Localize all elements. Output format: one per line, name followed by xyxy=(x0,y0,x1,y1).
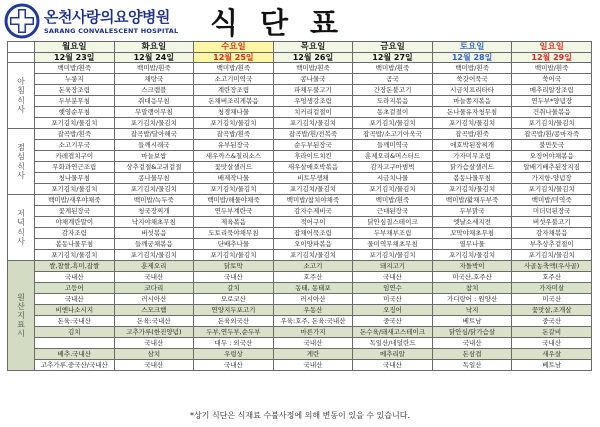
origin-cell: 국내산 xyxy=(512,338,592,349)
origin-cell: 돈육:국내산 xyxy=(35,316,115,327)
origin-cell: 국내산 xyxy=(35,294,115,305)
origin-cell: 꽃맛살,조개살 xyxy=(512,305,592,316)
menu-cell: 가자미무조림 xyxy=(432,151,512,162)
menu-cell: 곰국 xyxy=(353,74,433,85)
day-label: 일요일 xyxy=(512,42,592,53)
menu-cell: 포기김치/물김치 xyxy=(194,184,274,195)
origin-cell: 미국산 xyxy=(512,294,592,305)
section-label-char: 표 xyxy=(17,320,25,330)
date-label: 12월 26일 xyxy=(273,53,353,63)
origin-cell: 배추.국내산 xyxy=(35,349,115,360)
day-label: 월요일 xyxy=(35,42,115,53)
section-label-char: 원 xyxy=(17,292,25,302)
menu-cell: 포기김치/물김치 xyxy=(35,184,115,195)
menu-cell: 포기김치/물김치 xyxy=(432,184,512,195)
menu-cell: 포기김치/물김치 xyxy=(512,184,592,195)
menu-cell: 잡채어묵조림 xyxy=(273,228,353,239)
menu-cell: 알배기배추된장지짐 xyxy=(512,162,592,173)
menu-cell: 부추상추겉절이 xyxy=(512,239,592,250)
day-label: 수요일 xyxy=(194,42,274,53)
menu-cell: 소고기무국 xyxy=(35,140,115,151)
menu-cell: 포기김치/물김치 xyxy=(35,118,115,129)
origin-cell: 참치 xyxy=(432,283,512,294)
menu-cell: 채탕국 xyxy=(114,74,194,85)
meal-row xyxy=(8,63,592,74)
date-label: 12월 25일 xyxy=(194,53,274,63)
menu-cell: 도토리묵야채무침 xyxy=(194,228,274,239)
corner-cell xyxy=(8,42,35,53)
origin-cell: 우육:호주, 돈육:국내산 xyxy=(273,316,353,327)
menu-cell: 청국장찌개 xyxy=(114,206,194,217)
section-label-char: 아 xyxy=(17,77,25,87)
menu-cell: 백미밥/흰죽 xyxy=(35,63,115,74)
menu-cell: 비트무생채 xyxy=(273,173,353,184)
section-label-char: 시 xyxy=(17,329,25,339)
section-label xyxy=(8,195,35,261)
origin-row xyxy=(8,294,592,305)
section-label-char: 사 xyxy=(17,236,25,246)
menu-cell: 포기김치/물김치 xyxy=(432,250,512,261)
meal-row xyxy=(8,173,592,184)
section-label-text xyxy=(8,143,34,180)
origin-cell xyxy=(35,338,115,349)
origin-cell: 임연수 xyxy=(353,283,433,294)
origin-cell: 국내산 xyxy=(194,360,274,371)
origin-cell: 훈제오리 xyxy=(114,261,194,272)
menu-cell: 백미밥/흰죽 xyxy=(273,63,353,74)
menu-cell: 스크램블 xyxy=(114,85,194,96)
origin-cell: 미국산,호주산 xyxy=(432,272,512,283)
menu-cell: 제육볶음 xyxy=(194,217,274,228)
origin-cell: 모로코산 xyxy=(194,294,274,305)
section-label xyxy=(8,129,35,195)
origin-cell: 돈육:국내산 xyxy=(114,316,194,327)
menu-cell: 열무나물 xyxy=(432,239,512,250)
menu-cell: 포기김치/물김치 xyxy=(273,184,353,195)
menu-cell: 감자조림 xyxy=(35,228,115,239)
menu-cell: 백미밥/흰죽 xyxy=(353,195,433,206)
menu-cell: 시금치프리타타 xyxy=(432,85,512,96)
menu-cell: 꼬막야채초무침 xyxy=(432,228,512,239)
menu-cell: 유부된장국 xyxy=(194,140,274,151)
menu-cell: 두부맑국 xyxy=(432,206,512,217)
origin-row xyxy=(8,283,592,294)
meal-row xyxy=(8,118,592,129)
menu-cell: 오이양파볶음 xyxy=(273,239,353,250)
section-label-char: 식 xyxy=(17,227,25,237)
footnote: *상기 식단은 식재료 수불사정에 의해 변동이 있을 수 있습니다. xyxy=(189,411,411,420)
menu-cell: 오징어야채볶음 xyxy=(512,151,592,162)
date-label: 12월 23일 xyxy=(35,53,115,63)
menu-cell: 잡곡밥/흰죽 xyxy=(432,129,512,140)
date-header-row xyxy=(8,53,592,63)
origin-cell: 스모크햄 xyxy=(114,305,194,316)
menu-cell: 건취나물볶음 xyxy=(512,107,592,118)
origin-cell: 가자미살 xyxy=(512,283,592,294)
menu-cell: 햇영순무침 xyxy=(35,107,115,118)
menu-cell: 백미밥/활채두부죽 xyxy=(432,195,512,206)
day-label: 토요일 xyxy=(432,42,512,53)
hospital-name-english: SARANG CONVALESCENT HOSPITAL xyxy=(44,27,179,35)
section-label-text xyxy=(8,293,34,339)
origin-cell: 고추가루(한진양념) xyxy=(114,327,194,338)
menu-cell: 야채계란말이 xyxy=(35,217,115,228)
menu-cell: 배제작나물 xyxy=(194,173,274,184)
menu-cell: 잡곡밥/흰죽 xyxy=(35,129,115,140)
menu-cell: 가지항-양념장 xyxy=(512,173,592,184)
day-label: 화요일 xyxy=(114,42,194,53)
meal-row xyxy=(8,74,592,85)
origin-cell: 삼치 xyxy=(114,349,194,360)
menu-cell: 포기김치/물김치 xyxy=(273,250,353,261)
section-label-char: 저 xyxy=(17,209,25,219)
menu-cell: 새우까스&칠리소스 xyxy=(194,151,274,162)
origin-cell: 우렁상 xyxy=(194,349,274,360)
menu-cell: 소고기미역국 xyxy=(194,74,274,85)
date-label: 12월 29일 xyxy=(512,53,592,63)
origin-cell: 자돌박이 xyxy=(432,261,512,272)
menu-cell: 백미밥/참치야채죽 xyxy=(273,195,353,206)
menu-cell: 잡곡밥/흰/콩마자죽 xyxy=(512,129,592,140)
origin-cell: 러시아산 xyxy=(273,294,353,305)
menu-cell: 백미밥/흰죽 xyxy=(432,63,512,74)
meal-row xyxy=(8,228,592,239)
origin-cell: 고추가루.중국산/국내산 xyxy=(35,360,115,371)
menu-cell: 백미밥/흰죽 xyxy=(512,63,592,74)
day-header-row xyxy=(8,42,592,53)
meal-row xyxy=(8,129,592,140)
section-label-text xyxy=(8,209,34,246)
section-label-text xyxy=(8,77,34,114)
origin-row xyxy=(8,316,592,327)
section-label-char: 심 xyxy=(17,152,25,162)
origin-cell: 닭안심/닭가슴살 xyxy=(432,327,512,338)
origin-cell: 동태, 동태포 xyxy=(273,283,353,294)
header xyxy=(0,0,600,42)
menu-cell: 백미밥/흰죽 xyxy=(114,63,194,74)
menu-cell: 연두부*양념장 xyxy=(512,96,592,107)
origin-cell: 비엔나소시지 xyxy=(35,305,115,316)
origin-row xyxy=(8,360,592,371)
menu-cell: 엣날소세지전 xyxy=(432,217,512,228)
origin-cell: 낙지 xyxy=(432,305,512,316)
menu-cell: 치커리겉절이 xyxy=(273,107,353,118)
date-label: 12월 27일 xyxy=(353,53,433,63)
origin-cell: 러시아산 xyxy=(114,294,194,305)
origin-cell: 돈갈비 xyxy=(512,327,592,338)
section-label-char: 산 xyxy=(17,301,25,311)
menu-cell: 꽃게된장국 xyxy=(35,206,115,217)
menu-cell: 포기김치/물김치 xyxy=(114,118,194,129)
origin-cell: 돈육외국산 xyxy=(194,316,274,327)
menu-cell: 포기김치/물김치 xyxy=(432,118,512,129)
menu-table xyxy=(7,41,592,371)
menu-cell: 포기김치/물김치 xyxy=(273,118,353,129)
day-label: 목요일 xyxy=(273,42,353,53)
menu-cell: 도라지볶음 xyxy=(353,96,433,107)
origin-cell: 갈치 xyxy=(194,283,274,294)
menu-cell: 연두부계란국 xyxy=(194,206,274,217)
menu-cell: 들깨미역국 xyxy=(353,140,433,151)
menu-cell: 훈제오리&머스터드 xyxy=(353,151,433,162)
menu-cell: 버섯볶음 xyxy=(114,228,194,239)
section-label-char: 사 xyxy=(17,104,25,114)
menu-cell: 무말랭이무침 xyxy=(114,107,194,118)
origin-cell: 중국산 xyxy=(353,316,433,327)
menu-cell: 돈채버조리게볶음 xyxy=(194,96,274,107)
meal-row xyxy=(8,250,592,261)
origin-row xyxy=(8,349,592,360)
origin-cell: 국내산 xyxy=(114,338,194,349)
menu-cell: 새우살애호박볶음 xyxy=(273,162,353,173)
menu-cell: 포기김치/물김치 xyxy=(114,184,194,195)
meal-row xyxy=(8,85,592,96)
menu-cell: 물미역무채초무침 xyxy=(353,239,433,250)
menu-cell: 마늘보쌈 xyxy=(114,151,194,162)
menu-cell: 쥐대응무침 xyxy=(114,96,194,107)
menu-cell: 두부채부조림 xyxy=(353,228,433,239)
menu-cell: 잡곡밥/흰죽 xyxy=(194,129,274,140)
meal-row xyxy=(8,151,592,162)
menu-cell: 불만둣국 xyxy=(512,140,592,151)
origin-cell: 돈삼겹 xyxy=(432,349,512,360)
section-label-char: 녁 xyxy=(17,218,25,228)
menu-cell: 포기김치/물김치 xyxy=(512,118,592,129)
origin-cell: 호주산 xyxy=(273,272,353,283)
origin-cell: 국내산 xyxy=(273,338,353,349)
menu-cell: 애호박된장찌개 xyxy=(432,140,512,151)
menu-cell: 돈육장조림 xyxy=(35,85,115,96)
menu-cell: 봄동나물무침 xyxy=(35,239,115,250)
origin-cell: 두부,연두부,순두부 xyxy=(194,327,274,338)
menu-cell: 감자채볶음 xyxy=(512,228,592,239)
origin-row xyxy=(8,338,592,349)
section-label-char: 식 xyxy=(17,161,25,171)
menu-cell: 봄동나물무침 xyxy=(432,173,512,184)
meal-row xyxy=(8,217,592,228)
menu-cell: 메추리알장조림 xyxy=(512,85,592,96)
day-label: 금요일 xyxy=(353,42,433,53)
origin-cell: 돈수육/돼새고스테이크 xyxy=(353,327,433,338)
menu-cell: 쑥갓어묵국 xyxy=(432,74,512,85)
menu-cell: 파채두불고기 xyxy=(273,85,353,96)
menu-cell: 누룽지 xyxy=(35,74,115,85)
menu-cell: 포기김치/물김치 xyxy=(194,250,274,261)
menu-cell: 카레겹치구이 xyxy=(35,151,115,162)
origin-cell: 오징어 xyxy=(353,305,433,316)
menu-cell: 감자수제비국 xyxy=(273,206,353,217)
origin-row xyxy=(8,305,592,316)
menu-cell: 백미밥/미역죽 xyxy=(512,195,592,206)
origin-row xyxy=(8,272,592,283)
origin-cell: 독일산/네덜란드 xyxy=(353,338,433,349)
origin-cell: 코다리 xyxy=(114,283,194,294)
menu-cell: 백미밥/녹두죽 xyxy=(114,195,194,206)
menu-cell: 백미밥/새우야채죽 xyxy=(35,195,115,206)
origin-cell: 국내산 xyxy=(353,360,433,371)
origin-cell: 국내산 xyxy=(432,338,512,349)
hospital-name: 온천사랑의요양병원 xyxy=(44,8,170,26)
section-label-char: 사 xyxy=(17,170,25,180)
origin-cell: 가디랑어 : 원양산 xyxy=(432,294,512,305)
menu-cell: 들깨궁채볶음 xyxy=(114,239,194,250)
origin-cell: 베트남 xyxy=(512,360,592,371)
origin-cell: 김치 xyxy=(35,327,115,338)
meal-row xyxy=(8,206,592,217)
menu-cell: 포기김치/물김치 xyxy=(353,118,433,129)
meal-row xyxy=(8,195,592,206)
menu-cell: 동초겉절이 xyxy=(353,107,433,118)
origin-cell: 국내산 xyxy=(353,272,433,283)
origin-cell: 메추리알 xyxy=(353,349,433,360)
menu-cell: 포기김치/물김치 xyxy=(512,250,592,261)
origin-cell: 사골농축액(우사골) xyxy=(512,261,592,272)
menu-cell: 포기김치/물김치 xyxy=(194,118,274,129)
origin-cell: 새우살 xyxy=(512,349,592,360)
menu-cell: 포기김치/물김치 xyxy=(114,250,194,261)
page-title: 식단표 xyxy=(210,6,361,40)
origin-cell: 미국산 xyxy=(353,294,433,305)
origin-cell: 중국산 xyxy=(512,316,592,327)
meal-row xyxy=(8,184,592,195)
menu-cell: 상추겉절&고귀겉절 xyxy=(114,162,194,173)
menu-cell: 닭가슴살샐러드 xyxy=(432,162,512,173)
menu-cell: 백미밥/흰죽 xyxy=(353,63,433,74)
origin-cell: 마른가지 xyxy=(273,327,353,338)
section-label xyxy=(8,63,35,129)
menu-cell: 백미밥/해물야채죽 xyxy=(194,195,274,206)
origin-cell: 국내산 xyxy=(114,272,194,283)
origin-cell: 독일산 xyxy=(432,360,512,371)
menu-cell: 잡곡밥/달아해국 xyxy=(114,129,194,140)
menu-cell: 마늘쫑지볶음 xyxy=(432,96,512,107)
corner-cell xyxy=(8,53,35,63)
menu-cell: 콩나물국 xyxy=(273,74,353,85)
menu-cell: 버섯우불고기 xyxy=(512,217,592,228)
menu-cell: 콩나물무침 xyxy=(114,173,194,184)
meal-row xyxy=(8,107,592,118)
menu-cell: 간장돈불고기 xyxy=(353,85,433,96)
menu-cell: 돈나물유자청무침 xyxy=(432,107,512,118)
section-label-char: 식 xyxy=(17,95,25,105)
menu-cell: 꽃맛살샐러드 xyxy=(194,162,274,173)
origin-row xyxy=(8,327,592,338)
menu-cell: 적어구이 xyxy=(273,217,353,228)
origin-cell: 쌀,찹쌀,흑미,잡쌀 xyxy=(35,261,115,272)
origin-cell: 국내산 xyxy=(35,272,115,283)
section-label xyxy=(8,261,35,371)
menu-cell: 포기김치/물김치 xyxy=(35,250,115,261)
origin-row xyxy=(8,261,592,272)
menu-cell: 백미밥/흰죽 xyxy=(194,63,274,74)
origin-cell: 소고기 xyxy=(273,261,353,272)
menu-cell: 포기김치/물김치 xyxy=(353,184,433,195)
origin-cell: 고등어 xyxy=(35,283,115,294)
date-label: 12월 24일 xyxy=(114,53,194,63)
origin-cell: 게란 xyxy=(273,349,353,360)
origin-cell: 베트남 xyxy=(432,316,512,327)
origin-cell: 국내산 xyxy=(114,360,194,371)
menu-cell: 닭안심칠스테이크 xyxy=(353,217,433,228)
origin-cell: 닭토막 xyxy=(194,261,274,272)
origin-cell: 국내산 xyxy=(273,360,353,371)
section-label-char: 점 xyxy=(17,143,25,153)
menu-cell: 두부분무침 xyxy=(35,96,115,107)
menu-cell: 낙지야채초무침 xyxy=(114,217,194,228)
menu-cell: 포기김치/물김치 xyxy=(353,250,433,261)
meal-row xyxy=(8,162,592,173)
origin-cell: 대두 : 외국산 xyxy=(194,338,274,349)
menu-cell: 후라이드치킨 xyxy=(273,151,353,162)
meal-row xyxy=(8,140,592,151)
origin-cell: 국내산 xyxy=(194,272,274,283)
origin-cell: 연양지두포고기 xyxy=(194,305,274,316)
section-label-char: 지 xyxy=(17,310,25,320)
menu-cell: 근대된장국 xyxy=(353,206,433,217)
menu-cell: 우엉생강조림 xyxy=(273,96,353,107)
menu-cell: 들깨시래국 xyxy=(114,140,194,151)
menu-cell: 미더덕된장국 xyxy=(512,206,592,217)
origin-cell: 우동산 xyxy=(273,305,353,316)
meal-row xyxy=(8,96,592,107)
menu-cell: 잡곡밥/소고기아욱국 xyxy=(353,129,433,140)
menu-cell: 잡곡밥/흰/전복죽 xyxy=(273,129,353,140)
menu-cell: 시금치나물 xyxy=(353,173,433,184)
menu-cell: 청경채나물 xyxy=(194,107,274,118)
menu-cell: 쑥어국 xyxy=(512,74,592,85)
menu-cell: 계란장조림 xyxy=(194,85,274,96)
hospital-cross-logo-icon xyxy=(4,3,40,39)
menu-cell: 순두부된장국 xyxy=(273,140,353,151)
menu-cell: 감자고구마범벅 xyxy=(353,162,433,173)
origin-cell: 돼지고기 xyxy=(353,261,433,272)
origin-cell: 호주산 xyxy=(512,272,592,283)
menu-cell: 무화과연근조림 xyxy=(35,162,115,173)
section-label-char: 침 xyxy=(17,86,25,96)
meal-row xyxy=(8,239,592,250)
date-label: 12월 28일 xyxy=(432,53,512,63)
menu-cell: 단배추나물 xyxy=(194,239,274,250)
menu-cell: 청나물무침 xyxy=(35,173,115,184)
